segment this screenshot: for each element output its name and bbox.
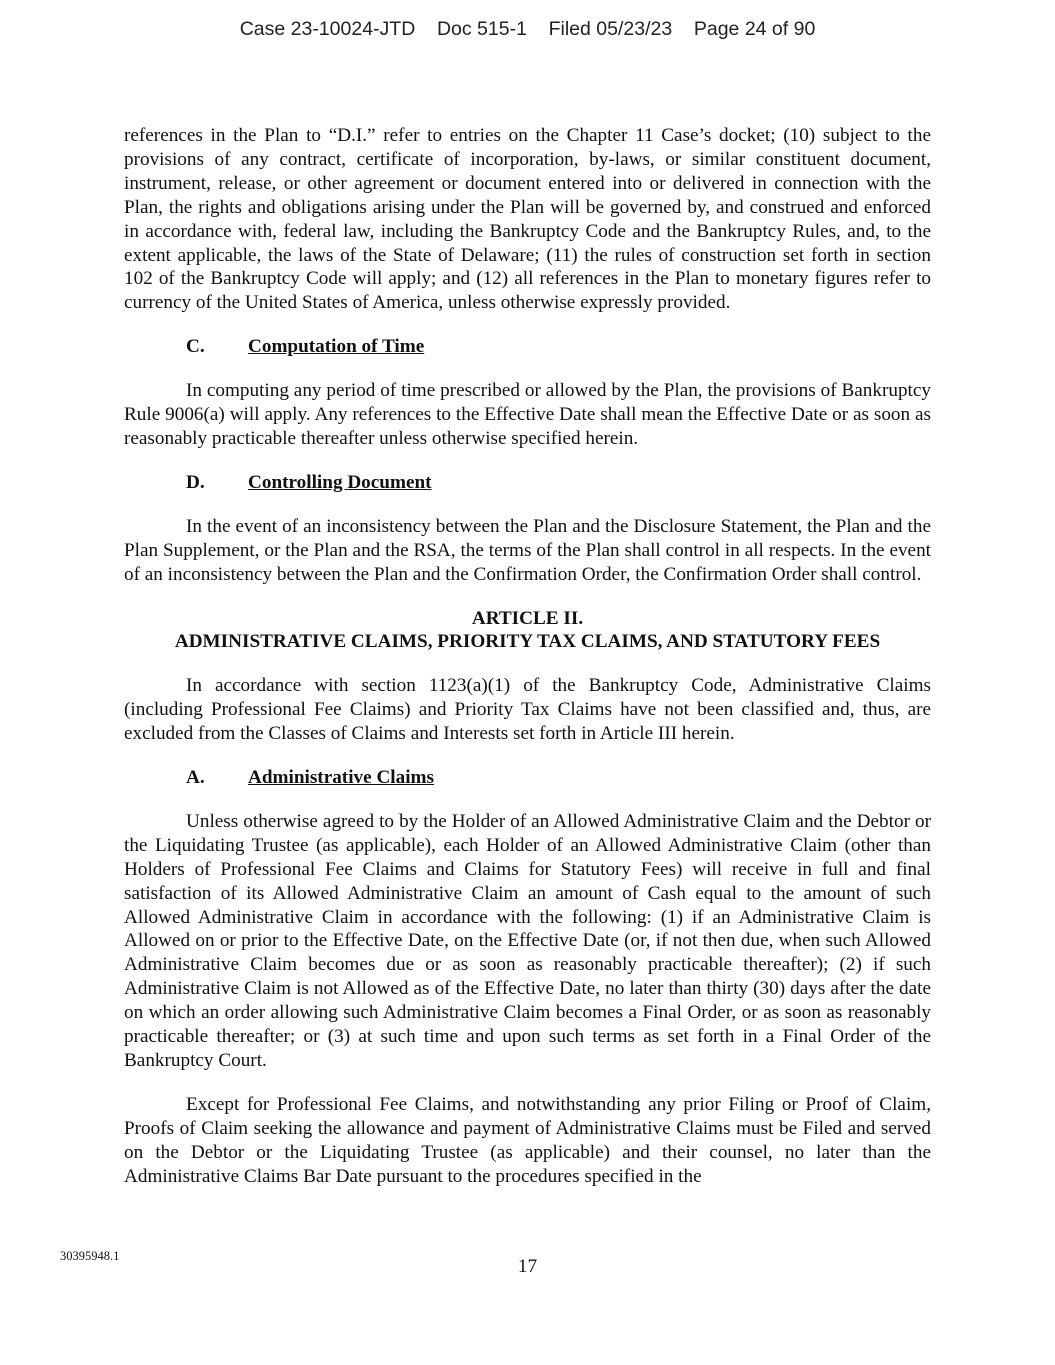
article-label: ARTICLE II.: [471, 607, 584, 629]
section-heading-c: [186, 335, 931, 359]
section-title: Administrative Claims: [248, 767, 435, 789]
section-number: A.: [186, 767, 205, 789]
case-number: Case 23-10024-JTD: [239, 18, 416, 40]
doc-number: Doc 515-1: [436, 18, 527, 40]
filed-date: Filed 05/23/23: [548, 18, 673, 40]
section-heading-d: [186, 471, 931, 495]
section-heading-a: [186, 766, 931, 790]
article-heading: [124, 607, 931, 655]
section-title: Computation of Time: [248, 336, 425, 358]
document-id: 30395948.1: [60, 1249, 120, 1263]
paragraph-proofs-of-claim: Except for Professional Fee Claims, and notwithstanding any prior Filing or Proof of Claim, Proofs of Claim seeking the allowance and payment of Administrative Claims must be Filed and served on the Debtor or the Liquidating Trustee (as applicable) and their counsel, no later than the Administrative Claims Bar Date pursuant to the procedures specified in the: [124, 1093, 931, 1187]
page-number: 17: [517, 1256, 538, 1277]
paragraph-controlling-document: In the event of an inconsistency between the Plan and the Disclosure Statement, the Plan and the Plan Supplement, or the Plan and the RSA, the terms of the Plan shall control in all respects. In the event of an inconsistency between the Plan and the Confirmation Order, the Confirmation Order shall control.: [124, 515, 931, 585]
article-title: ADMINISTRATIVE CLAIMS, PRIORITY TAX CLAIMS, AND STATUTORY FEES: [174, 631, 881, 653]
section-title: Controlling Document: [248, 471, 432, 493]
paragraph-administrative-claims: Unless otherwise agreed to by the Holder of an Allowed Administrative Claim and the Debtor or the Liquidating Trustee (as applicable), each Holder of an Allowed Administrative Claim (other than Holders of Professional Fee Claims and Claims for Statutory Fees) will receive in full and final satisfaction of its Allowed Administrative Claim an amount of Cash equal to the amount of such Allowed Administrative Claim in accordance with the following: (1) if an Administrative Claim is Allowed on or prior to the Effective Date, on the Effective Date (or, if not then due, when such Allowed Administrative Claim becomes due or as soon as reasonably practicable thereafter); (2) if such Administrative Claim is not Allowed as of the Effective Date, no later than thirty (30) days after the date on which an order allowing such Administrative Claim becomes a Final Order, or as soon as reasonably practicable thereafter; or (3) at such time and upon such terms as set forth in a Final Order of the Bankruptcy Court.: [124, 810, 931, 1071]
section-number: C.: [186, 336, 205, 358]
paragraph-computation-of-time: In computing any period of time prescribed or allowed by the Plan, the provisions of Bankruptcy Rule 9006(a) will apply. Any references to the Effective Date shall mean the Effective Date or as soon as reasonably practicable thereafter unless otherwise specified herein.: [124, 380, 931, 449]
section-number: D.: [186, 471, 205, 493]
document-body: [124, 124, 931, 1189]
court-filing-header: [0, 18, 1055, 41]
paragraph-continuation: references in the Plan to “D.I.” refer to entries on the Chapter 11 Case’s docket; (10) subject to the provisions of any contract, certificate of incorporation, by-laws, or similar constituent document, instrument, release, or other agreement or document entered into or delivered in connection with the Plan, the rights and obligations arising under the Plan will be governed by, and construed and enforced in accordance with, federal law, including the Bankruptcy Code and the Bankruptcy Rules, and, to the extent applicable, the laws of the State of Delaware; (11) the rules of construction set forth in section 102 of the Bankruptcy Code will apply; and (12) all references in the Plan to monetary figures refer to currency of the United States of America, unless otherwise expressly provided.: [124, 125, 931, 314]
paragraph-article-intro: In accordance with section 1123(a)(1) of the Bankruptcy Code, Administrative Claims (including Professional Fee Claims) and Priority Tax Claims have not been classified and, thus, are excluded from the Classes of Claims and Interests set forth in Article III herein.: [124, 675, 931, 745]
page-count: Page 24 of 90: [693, 18, 816, 40]
